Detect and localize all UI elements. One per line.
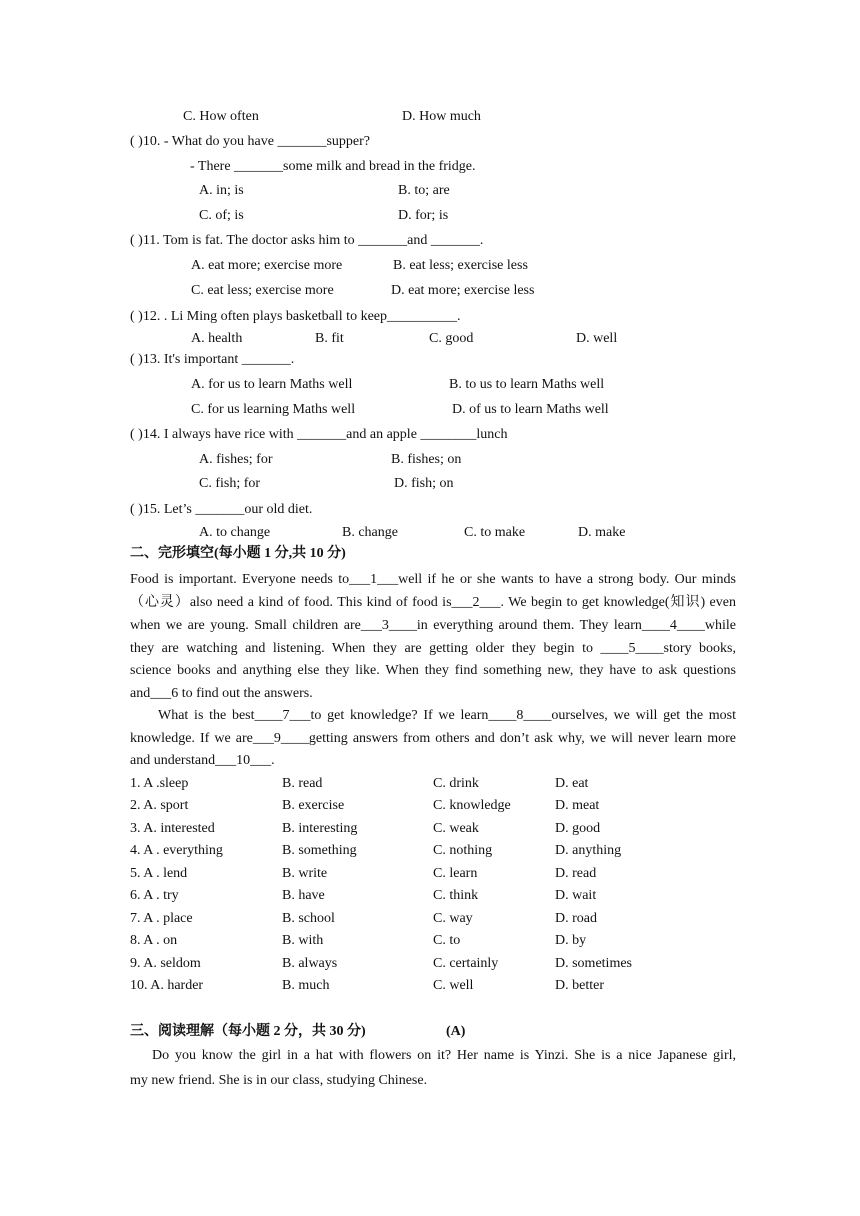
cloze-option-c: C. certainly [433, 956, 499, 971]
cloze-option-d: D. anything [555, 843, 622, 858]
cloze-option-c: C. weak [433, 821, 479, 836]
cloze-option-d: D. road [555, 911, 597, 926]
q13-option-b: B. to us to learn Maths well [449, 377, 605, 392]
cloze-line: and understand___10___. [130, 753, 275, 768]
q10-option-b: B. to; are [398, 183, 450, 198]
cloze-option-b: B. exercise [282, 798, 345, 813]
cloze-option-b: B. much [282, 978, 330, 993]
q9-option-d: D. How much [402, 109, 481, 124]
q15-option-b: B. change [342, 525, 398, 540]
cloze-option-b: B. write [282, 866, 328, 881]
q11-stem: ( )11. Tom is fat. The doctor asks him to _______and _______. [130, 233, 484, 248]
cloze-line: Food is important. Everyone needs to___1___well if he or she wants to have a strong body. Our minds [130, 572, 736, 587]
q12-option-b: B. fit [315, 331, 344, 346]
cloze-option-b: B. school [282, 911, 335, 926]
cloze-option-a: 8. A . on [130, 933, 178, 948]
section2-heading: 二、完形填空(每小题 1 分,共 10 分) [130, 546, 346, 561]
q10-option-c: C. of; is [199, 208, 244, 223]
cloze-option-b: B. something [282, 843, 357, 858]
cloze-line: science books and anything else they like. When they find something new, they have to ask questions [130, 663, 736, 678]
reading-line: my new friend. She is in our class, studying Chinese. [130, 1073, 428, 1088]
cloze-option-b: B. have [282, 888, 325, 903]
cloze-option-a: 4. A . everything [130, 843, 223, 858]
cloze-option-c: C. think [433, 888, 479, 903]
q15-stem: ( )15. Let’s _______our old diet. [130, 502, 313, 517]
q10-stem: ( )10. - What do you have _______supper? [130, 134, 371, 149]
cloze-option-d: D. good [555, 821, 601, 836]
q11-option-c: C. eat less; exercise more [191, 283, 334, 298]
q11-option-b: B. eat less; exercise less [393, 258, 528, 273]
cloze-option-b: B. with [282, 933, 324, 948]
cloze-option-a: 10. A. harder [130, 978, 204, 993]
cloze-option-c: C. learn [433, 866, 478, 881]
q14-option-a: A. fishes; for [199, 452, 273, 467]
q13-option-c: C. for us learning Maths well [191, 402, 356, 417]
q12-option-d: D. well [576, 331, 618, 346]
cloze-option-a: 5. A . lend [130, 866, 188, 881]
cloze-option-a: 6. A . try [130, 888, 179, 903]
q14-option-d: D. fish; on [394, 476, 454, 491]
cloze-option-d: D. meat [555, 798, 600, 813]
q12-stem: ( )12. . Li Ming often plays basketball to keep__________. [130, 309, 461, 324]
cloze-option-d: D. eat [555, 776, 589, 791]
reading-line: Do you know the girl in a hat with flowers on it? Her name is Yinzi. She is a nice Japanese girl, [152, 1048, 736, 1063]
q12-option-a: A. health [191, 331, 243, 346]
section3-heading: 三、阅读理解（每小题 2 分，共 30 分) [130, 1024, 366, 1039]
cloze-line: knowledge. If we are___9____getting answers from others and don’t ask why, we will never learn more [130, 731, 736, 746]
q13-stem: ( )13. It's important _______. [130, 352, 295, 367]
cloze-option-d: D. by [555, 933, 587, 948]
q15-option-d: D. make [578, 525, 626, 540]
q10-option-d: D. for; is [398, 208, 449, 223]
q13-option-a: A. for us to learn Maths well [191, 377, 353, 392]
cloze-line: What is the best____7___to get knowledge? If we learn____8____ourselves, we will get the most [158, 708, 736, 723]
cloze-option-a: 2. A. sport [130, 798, 189, 813]
q14-stem: ( )14. I always have rice with _______and an apple ________lunch [130, 427, 508, 442]
cloze-option-b: B. read [282, 776, 323, 791]
cloze-option-c: C. to [433, 933, 461, 948]
cloze-option-c: C. knowledge [433, 798, 511, 813]
q15-option-a: A. to change [199, 525, 271, 540]
cloze-option-d: D. sometimes [555, 956, 632, 971]
q11-option-d: D. eat more; exercise less [391, 283, 535, 298]
q15-option-c: C. to make [464, 525, 526, 540]
q13-option-d: D. of us to learn Maths well [452, 402, 609, 417]
q14-option-c: C. fish; for [199, 476, 261, 491]
cloze-option-a: 3. A. interested [130, 821, 215, 836]
cloze-option-c: C. nothing [433, 843, 493, 858]
q10-stem-line2: - There _______some milk and bread in the fridge. [190, 159, 476, 174]
q12-option-c: C. good [429, 331, 474, 346]
cloze-option-d: D. wait [555, 888, 597, 903]
cloze-option-a: 9. A. seldom [130, 956, 201, 971]
cloze-option-c: C. way [433, 911, 473, 926]
cloze-line: they are watching and listening. When they are getting older they begin to ____5____story books, [130, 641, 736, 656]
cloze-line: when we are young. Small children are___3____in everything around them. They learn____4____while [130, 618, 736, 633]
cloze-option-c: C. drink [433, 776, 479, 791]
q11-option-a: A. eat more; exercise more [191, 258, 343, 273]
cloze-line: and___6 to find out the answers. [130, 686, 313, 701]
cloze-line: （心灵）also need a kind of food. This kind of food is___2___. We begin to get knowledge(知识) even [130, 595, 736, 610]
cloze-option-b: B. interesting [282, 821, 358, 836]
cloze-option-b: B. always [282, 956, 338, 971]
cloze-option-a: 1. A .sleep [130, 776, 189, 791]
q9-option-c: C. How often [183, 109, 259, 124]
cloze-option-d: D. better [555, 978, 604, 993]
section3-part-label: (A) [446, 1024, 466, 1039]
q14-option-b: B. fishes; on [391, 452, 462, 467]
cloze-option-d: D. read [555, 866, 597, 881]
cloze-option-a: 7. A . place [130, 911, 193, 926]
q10-option-a: A. in; is [199, 183, 244, 198]
cloze-option-c: C. well [433, 978, 474, 993]
